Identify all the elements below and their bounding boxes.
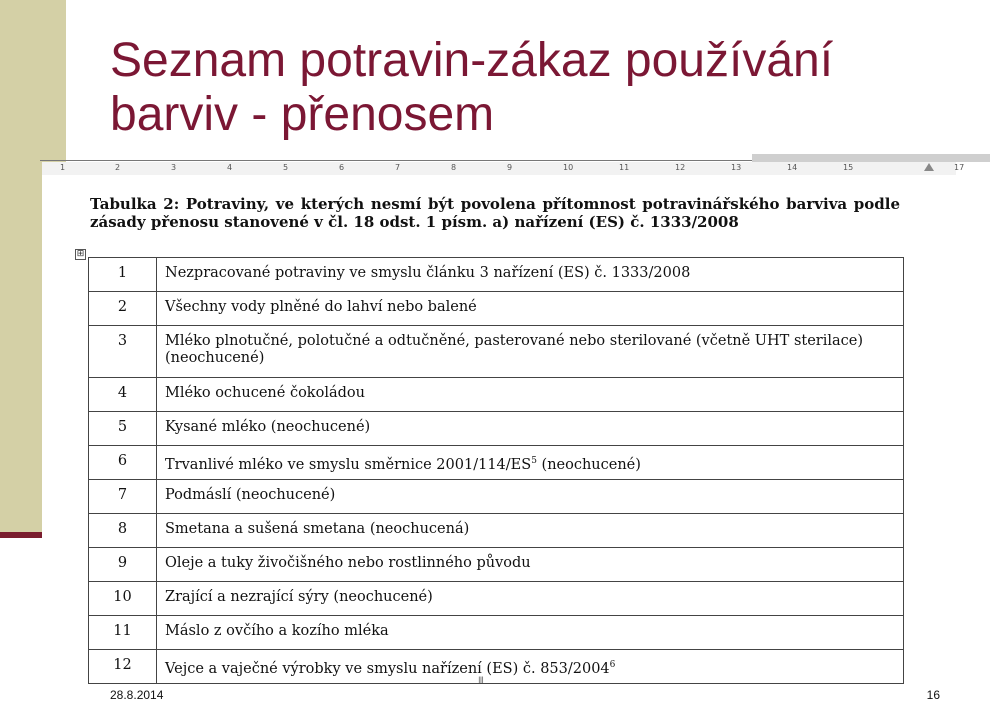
document-ruler (42, 162, 965, 175)
ruler-mark: 9 (507, 163, 513, 172)
table-row (89, 650, 904, 684)
ruler-mark: 7 (395, 163, 401, 172)
ruler-mark: 10 (563, 163, 574, 172)
row-text: Trvanlivé mléko ve smyslu směrnice 2001/114/ES (165, 456, 532, 473)
row-text: Nezpracované potraviny ve smyslu článku 3 nařízení (ES) č. 1333/2008 (165, 265, 691, 281)
row-text: Vejce a vaječné výrobky ve smyslu nařízení (ES) č. 853/2004 (165, 660, 610, 677)
table-row (89, 412, 904, 446)
row-text-cell (157, 582, 904, 616)
table-row (89, 292, 904, 326)
row-text: Zrající a nezrající sýry (neochucené) (165, 589, 433, 605)
row-number: 4 (89, 378, 157, 412)
page-number: 16 (926, 688, 940, 702)
table-row (89, 480, 904, 514)
scroll-grip-icon[interactable]: III (478, 676, 483, 686)
ruler-margin-tab (752, 154, 990, 162)
row-number: 5 (89, 412, 157, 446)
footnote-ref: 5 (531, 456, 537, 466)
slide-title-line2: barviv - přenosem (110, 88, 495, 141)
row-number: 10 (89, 582, 157, 616)
row-text: Mléko ochucené čokoládou (165, 385, 365, 401)
row-number: 2 (89, 292, 157, 326)
table-row (89, 446, 904, 480)
table-row (89, 258, 904, 292)
table-row (89, 616, 904, 650)
ruler-mark: 1 (60, 163, 66, 172)
row-number: 8 (89, 514, 157, 548)
accent-line (0, 532, 46, 538)
row-number: 1 (89, 258, 157, 292)
ruler-mark: 12 (675, 163, 686, 172)
row-number: 12 (89, 650, 157, 684)
ruler-mark: 4 (227, 163, 233, 172)
ruler-indent-marker-icon[interactable] (924, 163, 934, 171)
table-row (89, 548, 904, 582)
ruler-mark: 8 (451, 163, 457, 172)
ruler-mark: 17 (954, 163, 965, 172)
row-text-cell (157, 412, 904, 446)
document-page (42, 175, 956, 677)
row-text-cell (157, 650, 904, 684)
food-table (88, 257, 904, 684)
row-text: Oleje a tuky živočišného nebo rostlinného původu (165, 555, 531, 571)
ruler-mark: 15 (843, 163, 854, 172)
row-text-cell (157, 326, 904, 378)
row-text: Máslo z ovčího a kozího mléka (165, 623, 389, 639)
footer-date: 28.8.2014 (110, 688, 164, 702)
ruler-mark: 11 (619, 163, 630, 172)
row-text-suffix: (neochucené) (536, 456, 641, 473)
row-number: 6 (89, 446, 157, 480)
table-row (89, 582, 904, 616)
row-text-cell (157, 616, 904, 650)
slide-title-line1: Seznam potravin-zákaz používání (110, 34, 834, 87)
row-text: Podmáslí (neochucené) (165, 487, 336, 503)
table-row (89, 326, 904, 378)
row-number: 3 (89, 326, 157, 378)
ruler-mark: 5 (283, 163, 289, 172)
row-number: 9 (89, 548, 157, 582)
row-text: Smetana a sušená smetana (neochucená) (165, 521, 470, 537)
row-text-cell (157, 548, 904, 582)
row-text-cell (157, 258, 904, 292)
row-number: 11 (89, 616, 157, 650)
ruler-mark: 14 (787, 163, 798, 172)
ruler-mark: 6 (339, 163, 345, 172)
row-text: Všechny vody plněné do lahví nebo balené (165, 299, 477, 315)
table-move-handle-icon[interactable]: ⊞ (76, 249, 85, 259)
row-text-cell (157, 514, 904, 548)
ruler-mark: 3 (171, 163, 177, 172)
footnote-ref: 6 (609, 660, 616, 670)
ruler-mark: 2 (115, 163, 121, 172)
table-caption: Tabulka 2: Potraviny, ve kterých nesmí být povolena přítomnost potravinářského barviva podle zásady přenosu stanovené v čl. 18 odst. 1 písm. a) nařízení (ES) č. 1333/2008 (90, 195, 900, 231)
row-text-cell (157, 480, 904, 514)
row-text-cell (157, 446, 904, 480)
row-text: Mléko plnotučné, polotučné a odtučněné, pasterované nebo sterilované (včetně UHT sterilace) (neochucené) (165, 333, 864, 366)
slide-title (110, 34, 940, 142)
table-row (89, 378, 904, 412)
row-text: Kysané mléko (neochucené) (165, 419, 371, 435)
table-row (89, 514, 904, 548)
row-number: 7 (89, 480, 157, 514)
row-text-cell (157, 292, 904, 326)
row-text-cell (157, 378, 904, 412)
ruler-mark: 13 (731, 163, 742, 172)
